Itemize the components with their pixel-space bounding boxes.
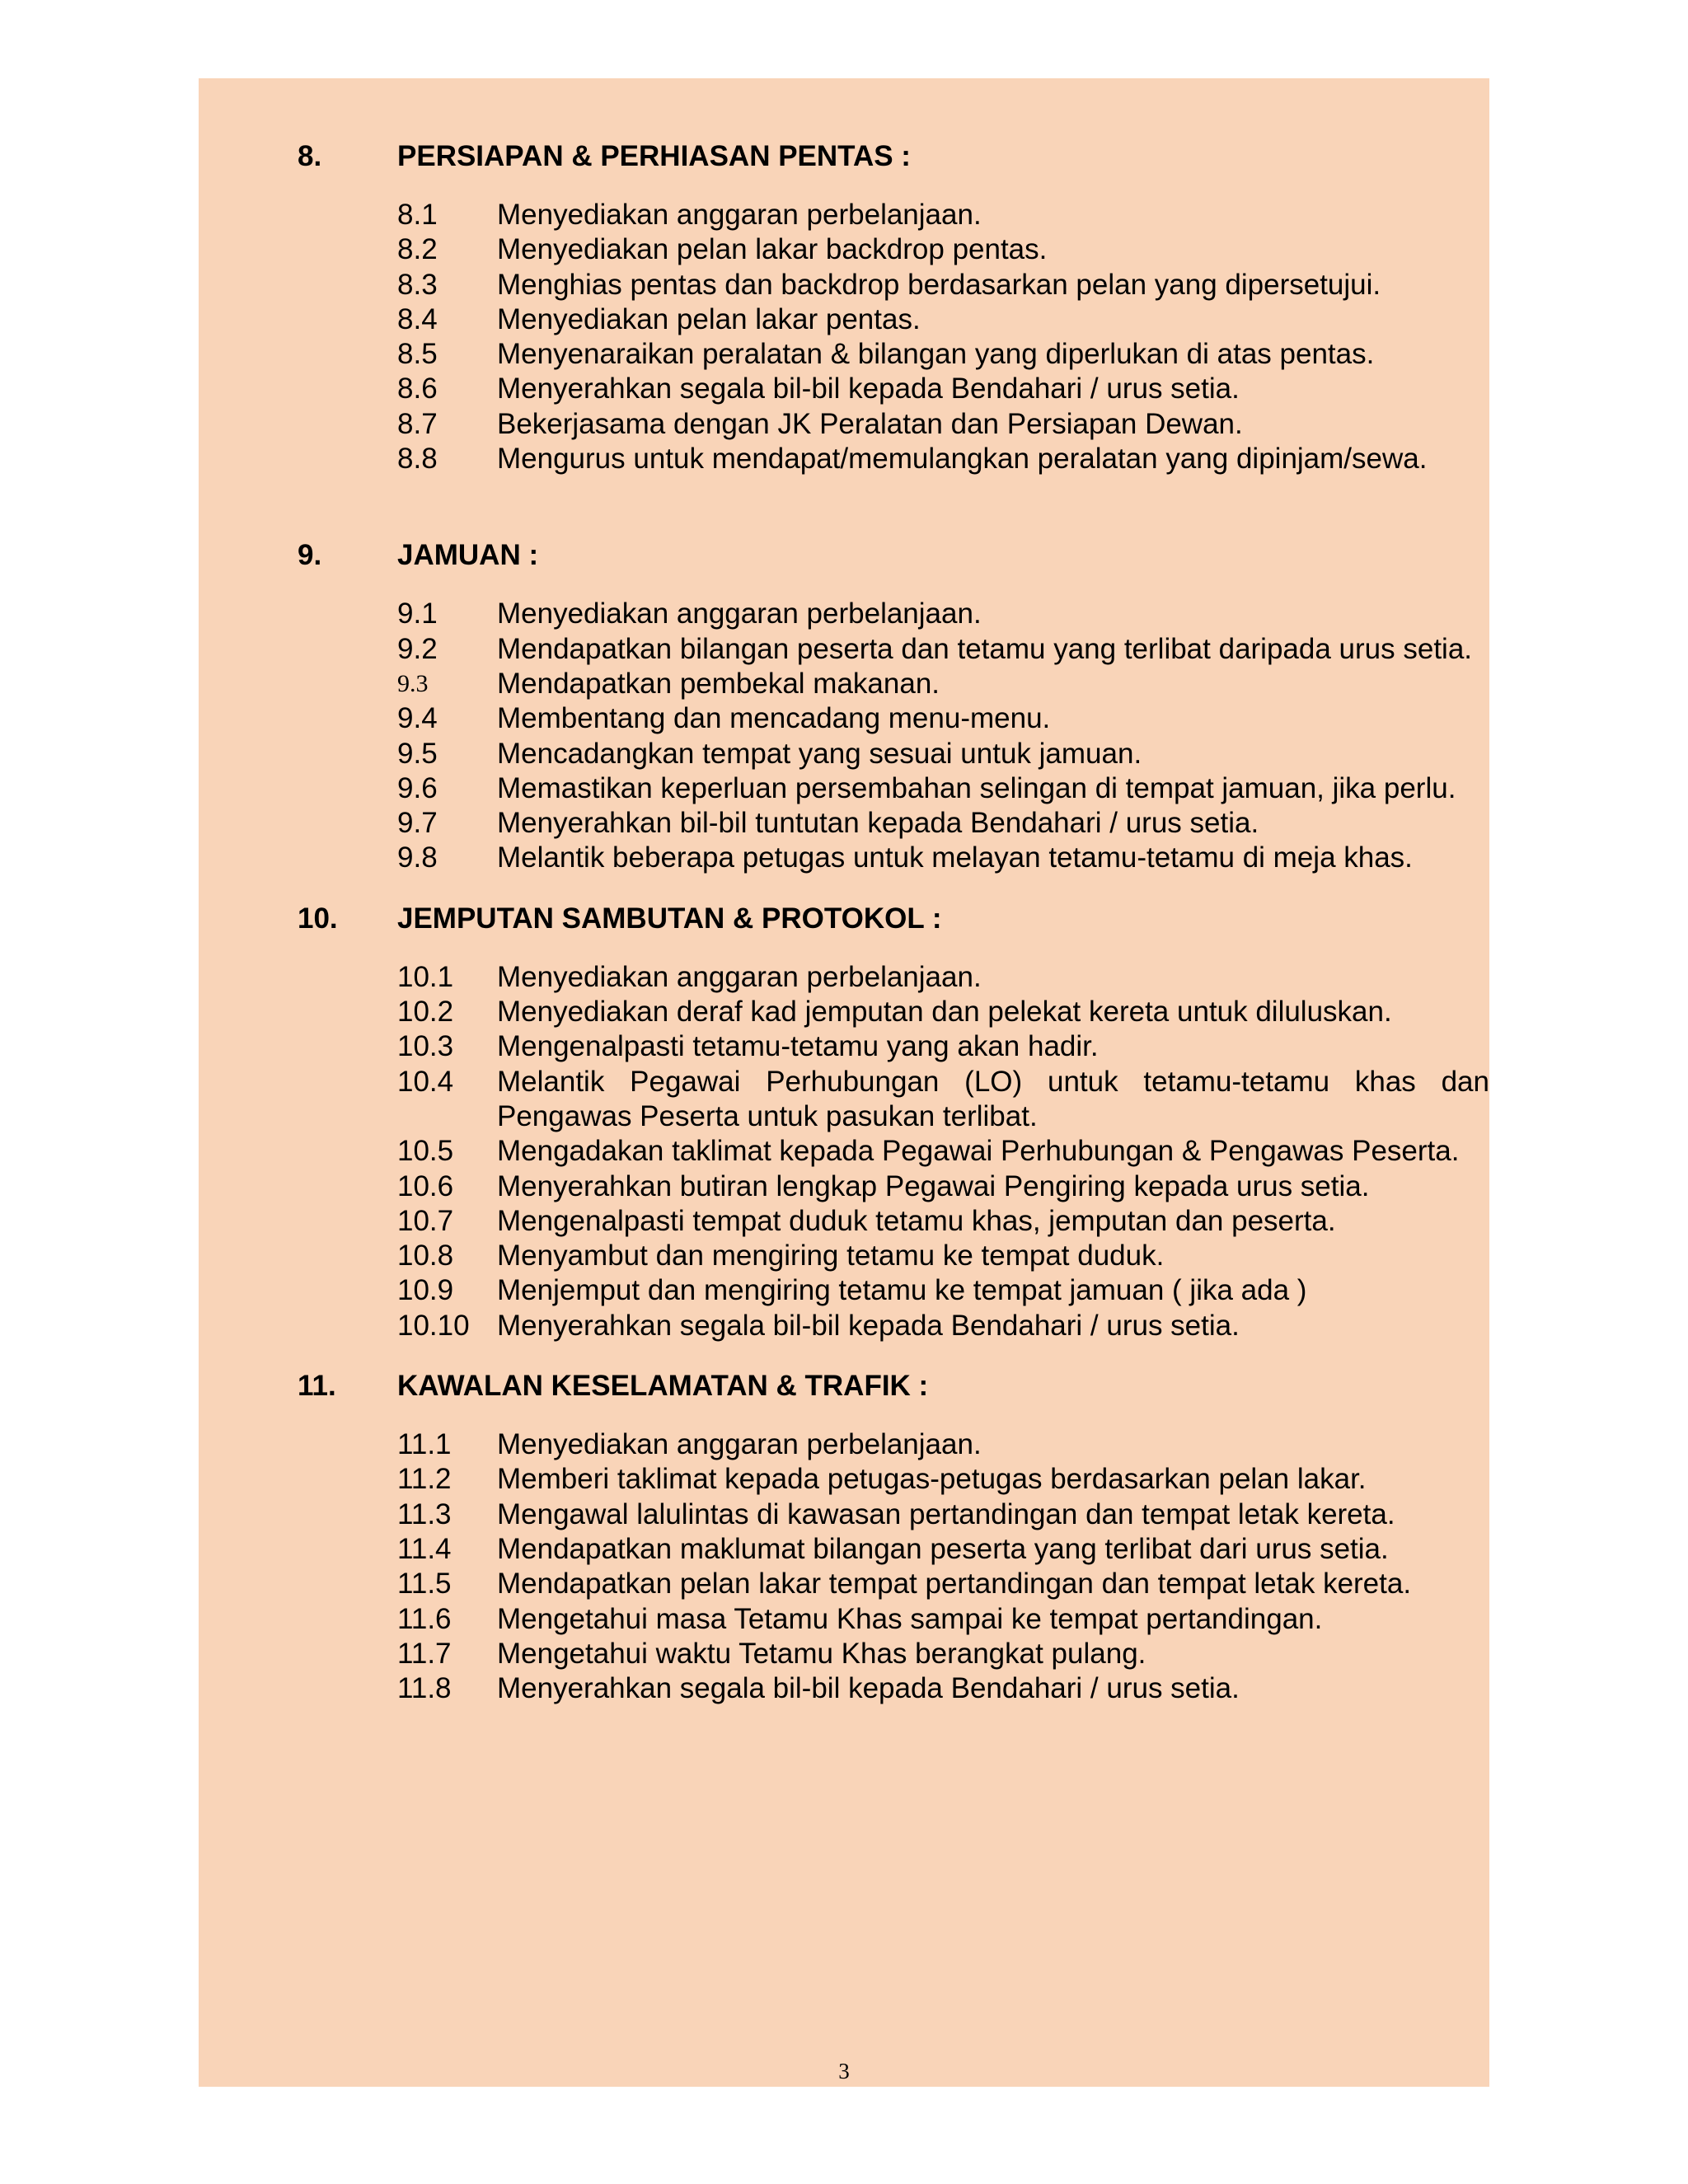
item-number: 10.10: [397, 1309, 470, 1342]
list-item: [298, 1497, 1489, 1532]
item-number: 8.8: [397, 443, 438, 476]
item-number: 9.6: [397, 771, 438, 804]
item-number: 11.6: [397, 1602, 452, 1635]
item-number: 9.3: [397, 669, 429, 697]
list-item: [298, 1671, 1489, 1706]
item-number: 10.2: [397, 996, 454, 1029]
item-text: Mengetahui waktu Tetamu Khas berangkat pulang.: [497, 1637, 1146, 1670]
list-item: [298, 1134, 1489, 1169]
item-number: 9.1: [397, 598, 438, 630]
item-text: Menyambut dan mengiring tetamu ke tempat duduk.: [497, 1240, 1165, 1272]
list-item: [298, 1239, 1489, 1273]
list-item: [298, 667, 1489, 701]
item-text: Mencadangkan tempat yang sesuai untuk jamuan.: [497, 737, 1142, 770]
item-number: 10.4: [397, 1065, 454, 1098]
section-title: JEMPUTAN SAMBUTAN & PROTOKOL :: [397, 902, 942, 935]
list-item: [298, 232, 1489, 267]
list-item: [298, 302, 1489, 337]
section-9: [298, 537, 1489, 875]
item-text: Mendapatkan bilangan peserta dan tetamu yang terlibat daripada urus setia.: [497, 632, 1473, 665]
item-text: Mendapatkan pembekal makanan.: [497, 667, 940, 700]
item-text: Menyediakan anggaran perbelanjaan.: [497, 1428, 982, 1461]
item-text: Melantik Pegawai Perhubungan (LO) untuk tetamu-tetamu khas dan Pengawas Peserta untuk pasukan terlibat.: [497, 1065, 1489, 1132]
item-text: Menyerahkan segala bil-bil kepada Bendahari / urus setia.: [497, 373, 1240, 405]
item-text: Menyenaraikan peralatan & bilangan yang diperlukan di atas pentas.: [497, 338, 1375, 371]
list-item: [298, 268, 1489, 302]
list-item: [298, 442, 1489, 476]
item-text: Menyerahkan segala bil-bil kepada Bendahari / urus setia.: [497, 1309, 1240, 1342]
item-text: Mengenalpasti tetamu-tetamu yang akan hadir.: [497, 1030, 1099, 1063]
list-item: [298, 1567, 1489, 1601]
list-item: [298, 1065, 1489, 1135]
item-text: Menyediakan pelan lakar pentas.: [497, 302, 921, 335]
item-number: 10.3: [397, 1030, 454, 1063]
item-text: Membentang dan mencadang menu-menu.: [497, 702, 1051, 735]
item-text: Menyerahkan butiran lengkap Pegawai Pengiring kepada urus setia.: [497, 1169, 1370, 1202]
item-text: Menyediakan anggaran perbelanjaan.: [497, 598, 982, 630]
list-item: [298, 1273, 1489, 1308]
item-number: 9.4: [397, 702, 438, 735]
list-item: [298, 597, 1489, 631]
section-title: PERSIAPAN & PERHIASAN PENTAS :: [397, 140, 911, 172]
item-number: 11.5: [397, 1568, 452, 1601]
item-number: 8.2: [397, 233, 438, 266]
list-item: [298, 1309, 1489, 1343]
list-item: [298, 806, 1489, 841]
section-heading: [298, 901, 1489, 937]
item-text: Menjemput dan mengiring tetamu ke tempat jamuan ( jika ada ): [497, 1274, 1307, 1307]
item-number: 10.1: [397, 960, 454, 993]
list-item: [298, 198, 1489, 232]
item-text: Mengenalpasti tempat duduk tetamu khas, jemputan dan peserta.: [497, 1204, 1336, 1237]
item-text: Menyediakan anggaran perbelanjaan.: [497, 199, 982, 231]
item-text: Menyediakan pelan lakar backdrop pentas.: [497, 233, 1048, 266]
section-number: 8.: [298, 140, 322, 172]
item-text: Menyerahkan bil-bil tuntutan kepada Bendahari / urus setia.: [497, 807, 1259, 840]
item-number: 11.4: [397, 1532, 452, 1565]
item-number: 10.8: [397, 1240, 454, 1272]
list-item: [298, 1532, 1489, 1567]
item-number: 9.8: [397, 841, 438, 874]
list-item: [298, 337, 1489, 372]
item-number: 8.3: [397, 268, 438, 301]
list-item: [298, 407, 1489, 442]
item-number: 9.7: [397, 807, 438, 840]
section-heading: [298, 537, 1489, 574]
section-title: KAWALAN KESELAMATAN & TRAFIK :: [397, 1370, 929, 1403]
item-number: 11.1: [397, 1428, 452, 1461]
item-text: Memberi taklimat kepada petugas-petugas berdasarkan pelan lakar.: [497, 1463, 1367, 1496]
item-number: 11.8: [397, 1672, 452, 1705]
item-number: 9.5: [397, 737, 438, 770]
list-item: [298, 632, 1489, 667]
list-item: [298, 1427, 1489, 1462]
list-item: [298, 701, 1489, 736]
item-text: Bekerjasama dengan JK Peralatan dan Persiapan Dewan.: [497, 407, 1243, 440]
item-number: 11.2: [397, 1463, 452, 1496]
page-number: 3: [838, 2059, 850, 2083]
item-text: Memastikan keperluan persembahan selingan di tempat jamuan, jika perlu.: [497, 771, 1456, 804]
section-title: JAMUAN :: [397, 539, 539, 572]
item-text: Mengetahui masa Tetamu Khas sampai ke tempat pertandingan.: [497, 1602, 1323, 1635]
list-item: [298, 841, 1489, 875]
item-number: 10.9: [397, 1274, 454, 1307]
list-item: [298, 1462, 1489, 1497]
item-text: Melantik beberapa petugas untuk melayan tetamu-tetamu di meja khas.: [497, 841, 1413, 874]
list-item: [298, 995, 1489, 1029]
item-text: Mengawal lalulintas di kawasan pertandingan dan tempat letak kereta.: [497, 1497, 1395, 1530]
section-number: 9.: [298, 539, 322, 572]
list-item: [298, 960, 1489, 995]
list-item: [298, 1029, 1489, 1064]
item-number: 8.6: [397, 373, 438, 405]
item-number: 9.2: [397, 632, 438, 665]
item-number: 8.7: [397, 407, 438, 440]
item-number: 8.4: [397, 302, 438, 335]
item-number: 10.7: [397, 1204, 454, 1237]
section-10: [298, 901, 1489, 1343]
section-number: 11.: [298, 1370, 336, 1403]
list-item: [298, 1602, 1489, 1637]
list-item: [298, 1204, 1489, 1239]
document-body: [298, 138, 1489, 1706]
item-text: Mendapatkan pelan lakar tempat pertandingan dan tempat letak kereta.: [497, 1568, 1412, 1601]
section-11: [298, 1368, 1489, 1706]
item-text: Mendapatkan maklumat bilangan peserta yang terlibat dari urus setia.: [497, 1532, 1389, 1565]
item-number: 8.5: [397, 338, 438, 371]
item-text: Mengadakan taklimat kepada Pegawai Perhubungan & Pengawas Peserta.: [497, 1135, 1460, 1168]
section-number: 10.: [298, 902, 338, 935]
item-text: Menghias pentas dan backdrop berdasarkan pelan yang dipersetujui.: [497, 268, 1381, 301]
item-text: Menyediakan deraf kad jemputan dan pelekat kereta untuk diluluskan.: [497, 996, 1392, 1029]
list-item: [298, 1637, 1489, 1671]
list-item: [298, 737, 1489, 771]
item-number: 10.5: [397, 1135, 454, 1168]
section-heading: [298, 138, 1489, 175]
list-item: [298, 771, 1489, 806]
section-8: [298, 138, 1489, 476]
item-number: 11.3: [397, 1497, 452, 1530]
list-item: [298, 1169, 1489, 1204]
list-item: [298, 372, 1489, 406]
item-number: 8.1: [397, 199, 438, 231]
item-number: 11.7: [397, 1637, 452, 1670]
item-text: Menyerahkan segala bil-bil kepada Bendahari / urus setia.: [497, 1672, 1240, 1705]
item-text: Mengurus untuk mendapat/memulangkan peralatan yang dipinjam/sewa.: [497, 443, 1428, 476]
section-heading: [298, 1368, 1489, 1404]
item-text: Menyediakan anggaran perbelanjaan.: [497, 960, 982, 993]
item-number: 10.6: [397, 1169, 454, 1202]
